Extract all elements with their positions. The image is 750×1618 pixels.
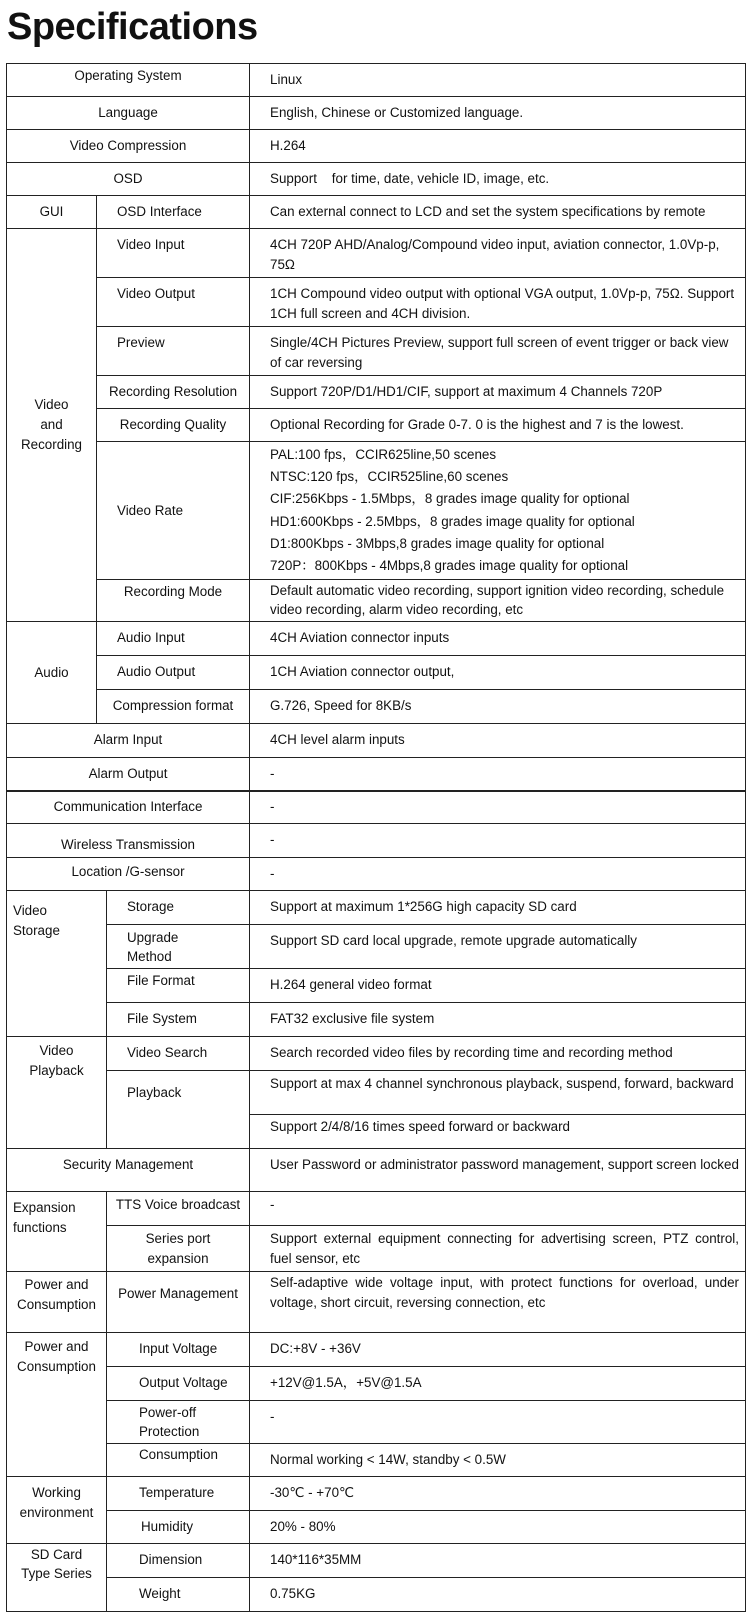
spec-value: 4CH Aviation connector inputs [250, 622, 746, 656]
spec-label: File System [107, 1003, 250, 1037]
list-item: CIF:256Kbps - 1.5Mbps，8 grades image quality for optional [270, 491, 630, 507]
spec-label: Series port expansion [107, 1226, 250, 1272]
table-row [7, 1333, 746, 1367]
spec-label: OSD Interface [97, 196, 250, 229]
page-title: Specifications [7, 6, 258, 48]
spec-label: Alarm Input [7, 724, 250, 758]
spec-value: Support 720P/D1/HD1/CIF, support at maximum 4 Channels 720P [250, 376, 746, 409]
table-row [7, 1367, 746, 1401]
table-row [7, 229, 746, 278]
spec-value: Self-adaptive wide voltage input, with protect functions for overload, under voltage, short circuit, reversing connection, etc [250, 1272, 746, 1333]
table-row [7, 925, 746, 969]
spec-value: 140*116*35MM [250, 1544, 746, 1578]
spec-label: Playback [107, 1071, 250, 1149]
spec-label: Alarm Output [7, 758, 250, 792]
spec-table-1 [6, 63, 746, 792]
list-item: D1:800Kbps - 3Mbps,8 grades image quality for optional [270, 535, 605, 551]
spec-label: Video Compression [7, 130, 250, 163]
table-row [7, 1226, 746, 1272]
spec-value: - [250, 858, 746, 891]
spec-value: 4CH 720P AHD/Analog/Compound video input, aviation connector, 1.0Vp-p, 75Ω [250, 229, 746, 278]
table-row [7, 858, 746, 891]
table-row [7, 130, 746, 163]
spec-value: - [250, 1192, 746, 1226]
spec-value: Support external equipment connecting for advertising screen, PTZ control, fuel sensor, etc [250, 1226, 746, 1272]
list-item: HD1:600Kbps - 2.5Mbps，8 grades image quality for optional [270, 513, 635, 529]
spec-label: Recording Mode [97, 580, 250, 622]
spec-table-2 [6, 790, 746, 1612]
spec-group: GUI [7, 196, 97, 229]
spec-value: Can external connect to LCD and set the system specifications by remote [250, 196, 746, 229]
spec-value: 4CH level alarm inputs [250, 724, 746, 758]
table-row [7, 409, 746, 442]
table-row [7, 791, 746, 824]
spec-label: Operating System [7, 64, 250, 97]
spec-value: - [250, 758, 746, 792]
spec-value: Search recorded video files by recording time and recording method [250, 1037, 746, 1071]
spec-value: H.264 general video format [250, 969, 746, 1003]
spec-group: Working environment [7, 1477, 107, 1544]
spec-value: DC:+8V - +36V [250, 1333, 746, 1367]
spec-label: Audio Input [97, 622, 250, 656]
table-row [7, 656, 746, 690]
spec-group: Video Playback [7, 1037, 107, 1149]
spec-label: Video Output [97, 278, 250, 327]
table-row [7, 1192, 746, 1226]
spec-label: Power Management [107, 1272, 250, 1333]
spec-value: Support SD card local upgrade, remote upgrade automatically [250, 925, 746, 969]
spec-label: OSD [7, 163, 250, 196]
table-row [7, 196, 746, 229]
spec-value: Support at max 4 channel synchronous playback, suspend, forward, backward [250, 1071, 746, 1115]
spec-label: Compression format [97, 690, 250, 724]
spec-label: Dimension [107, 1544, 250, 1578]
table-row [7, 1401, 746, 1444]
spec-value: Support for time, date, vehicle ID, image, etc. [250, 163, 746, 196]
spec-value: Support 2/4/8/16 times speed forward or backward [250, 1115, 746, 1149]
table-row [7, 758, 746, 792]
table-row [7, 64, 746, 97]
spec-value: 0.75KG [250, 1578, 746, 1612]
table-row [7, 1511, 746, 1544]
spec-label: File Format [107, 969, 250, 1003]
spec-value: Default automatic video recording, support ignition video recording, schedule video recording, alarm video recording, etc [250, 580, 746, 622]
spec-value: G.726, Speed for 8KB/s [250, 690, 746, 724]
spec-value: Normal working < 14W, standby < 0.5W [250, 1444, 746, 1477]
spec-label: Consumption [107, 1444, 250, 1477]
table-row [7, 1272, 746, 1333]
spec-value: User Password or administrator password management, support screen locked [250, 1149, 746, 1192]
table-row [7, 278, 746, 327]
spec-label: Video Rate [97, 442, 250, 580]
spec-value: H.264 [250, 130, 746, 163]
table-row [7, 1578, 746, 1612]
spec-label: Audio Output [97, 656, 250, 690]
table-row [7, 690, 746, 724]
spec-label: Temperature [107, 1477, 250, 1511]
spec-value: Linux [250, 64, 746, 97]
spec-group: Video Storage [7, 891, 107, 1037]
table-row [7, 1071, 746, 1115]
spec-label: Security Management [7, 1149, 250, 1192]
spec-group: SD Card Type Series [7, 1544, 107, 1612]
table-row [7, 622, 746, 656]
spec-label: Recording Quality [97, 409, 250, 442]
spec-group: Power and Consumption [7, 1333, 107, 1477]
table-row [7, 1444, 746, 1477]
spec-value: -30℃ - +70℃ [250, 1477, 746, 1511]
list-item: PAL:100 fps，CCIR625line,50 scenes [270, 447, 497, 462]
table-row [7, 1477, 746, 1511]
spec-group: Power and Consumption [7, 1272, 107, 1333]
table-row [7, 969, 746, 1003]
list-item: 720P：800Kbps - 4Mbps,8 grades image quality for optional [270, 558, 629, 574]
spec-value: - [250, 824, 746, 858]
video-rate-list [250, 442, 746, 580]
spec-value: - [250, 1401, 746, 1444]
spec-label: Output Voltage [107, 1367, 250, 1401]
table-row [7, 1003, 746, 1037]
spec-group: Video and Recording [7, 229, 97, 622]
spec-label: Preview [97, 327, 250, 376]
spec-value: 20% - 80% [250, 1511, 746, 1544]
spec-label: Storage [107, 891, 250, 925]
table-row [7, 724, 746, 758]
table-row [7, 442, 746, 580]
spec-value: 1CH Compound video output with optional VGA output, 1.0Vp-p, 75Ω. Support 1CH full screen and 4CH division. [250, 278, 746, 327]
table-row [7, 1037, 746, 1071]
spec-label: Recording Resolution [97, 376, 250, 409]
list-item: NTSC:120 fps，CCIR525line,60 scenes [270, 469, 509, 485]
table-row [7, 163, 746, 196]
spec-label: Communication Interface [7, 791, 250, 824]
spec-label: Upgrade Method [107, 925, 250, 969]
spec-value: Single/4CH Pictures Preview, support full screen of event trigger or back view of car reversing [250, 327, 746, 376]
spec-label: Humidity [107, 1511, 250, 1544]
table-row [7, 97, 746, 130]
spec-group: Audio [7, 622, 97, 724]
spec-label: Language [7, 97, 250, 130]
spec-value: FAT32 exclusive file system [250, 1003, 746, 1037]
table-row [7, 1544, 746, 1578]
spec-label: Power-off Protection [107, 1401, 250, 1444]
spec-label: Video Input [97, 229, 250, 278]
spec-label: Weight [107, 1578, 250, 1612]
spec-label: Location /G-sensor [7, 858, 250, 891]
spec-value: 1CH Aviation connector output, [250, 656, 746, 690]
spec-label: Input Voltage [107, 1333, 250, 1367]
spec-value: - [250, 791, 746, 824]
table-row [7, 1149, 746, 1192]
spec-label: Video Search [107, 1037, 250, 1071]
table-row [7, 580, 746, 622]
table-row [7, 376, 746, 409]
spec-label: TTS Voice broadcast [107, 1192, 250, 1226]
spec-label: Wireless Transmission [7, 824, 250, 858]
spec-value: Support at maximum 1*256G high capacity SD card [250, 891, 746, 925]
table-row [7, 891, 746, 925]
table-row [7, 327, 746, 376]
spec-group: Expansion functions [7, 1192, 107, 1272]
spec-value: +12V@1.5A，+5V@1.5A [250, 1367, 746, 1401]
spec-value: English, Chinese or Customized language. [250, 97, 746, 130]
spec-value: Optional Recording for Grade 0-7. 0 is the highest and 7 is the lowest. [250, 409, 746, 442]
table-row [7, 824, 746, 858]
